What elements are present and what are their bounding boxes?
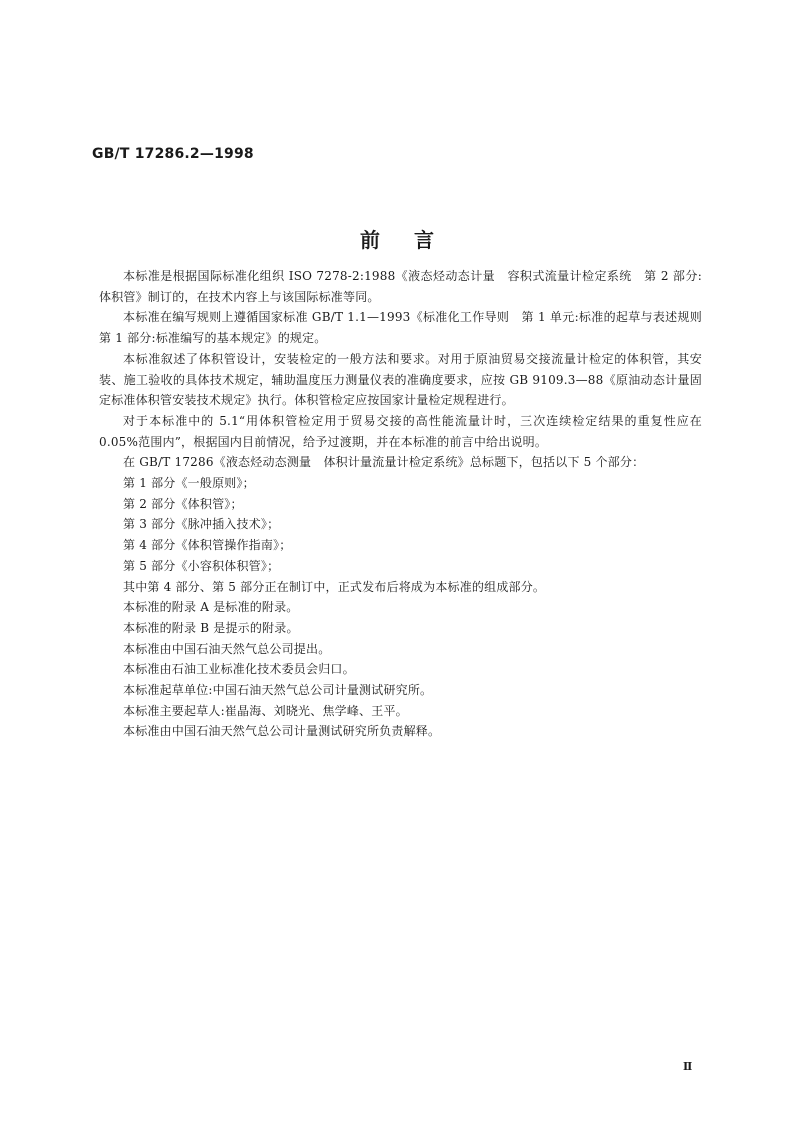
- parts-intro: 在 GB/T 17286《液态烃动态测量 体积计量流量计检定系统》总标题下，包括以下 5 个部分：: [123, 455, 645, 470]
- part-4: 第 4 部分《体积管操作指南》；: [123, 538, 292, 553]
- part-3: 第 3 部分《脉冲插入技术》；: [123, 517, 280, 532]
- committee-note: 本标准由石油工业标准化技术委员会归口。: [123, 662, 355, 677]
- interpretation-note: 本标准由中国石油天然气总公司计量测试研究所负责解释。: [123, 724, 441, 739]
- foreword-body: [99, 266, 715, 742]
- annex-a-note: 本标准的附录 A 是标准的附录。: [123, 600, 299, 615]
- part-2: 第 2 部分《体积管》；: [123, 496, 243, 511]
- page-number: Ⅱ: [683, 1060, 693, 1073]
- standard-code: GB/T 17286.2—1998: [92, 146, 254, 162]
- page-title: 前言: [360, 228, 468, 252]
- part-1: 第 1 部分《一般原则》；: [123, 476, 255, 491]
- parts-status: 其中第 4 部分、第 5 部分正在制订中，正式发布后将成为本标准的组成部分。: [123, 579, 546, 594]
- paragraph-iso-basis: 本标准是根据国际标准化组织 ISO 7278-2:1988《液态烃动态计量 容积式流量计检定系统 第 2 部分:体积管》制订的，在技术内容上与该国际标准等同。: [99, 269, 702, 304]
- drafting-unit-note: 本标准起草单位:中国石油天然气总公司计量测试研究所。: [123, 683, 433, 698]
- paragraph-scope: 本标准叙述了体积管设计，安装检定的一般方法和要求。对用于原油贸易交接流量计检定的体积管，其安装、施工验收的具体技术规定，辅助温度压力测量仪表的准确度要求，应按 GB 9109.3—88《原油动态计量固定标准体积管安装技术规定》执行。体积管检定应按国家计量检定规程进行。: [99, 351, 702, 408]
- proposer-note: 本标准由中国石油天然气总公司提出。: [123, 641, 331, 656]
- paragraph-transition: 对于本标准中的 5.1“用体积管检定用于贸易交接的高性能流量计时，三次连续检定结果的重复性应在 0.05%范围内”，根据国内目前情况，给予过渡期，并在本标准的前言中给出说明。: [99, 413, 702, 449]
- annex-b-note: 本标准的附录 B 是提示的附录。: [123, 620, 299, 635]
- drafters-note: 本标准主要起草人:崔晶海、刘晓光、焦学峰、王平。: [123, 703, 408, 718]
- paragraph-drafting-rules: 本标准在编写规则上遵循国家标准 GB/T 1.1—1993《标准化工作导则 第 1 单元:标准的起草与表述规则 第 1 部分:标准编写的基本规定》的规定。: [99, 310, 715, 346]
- part-5: 第 5 部分《小容积体积管》；: [123, 558, 280, 573]
